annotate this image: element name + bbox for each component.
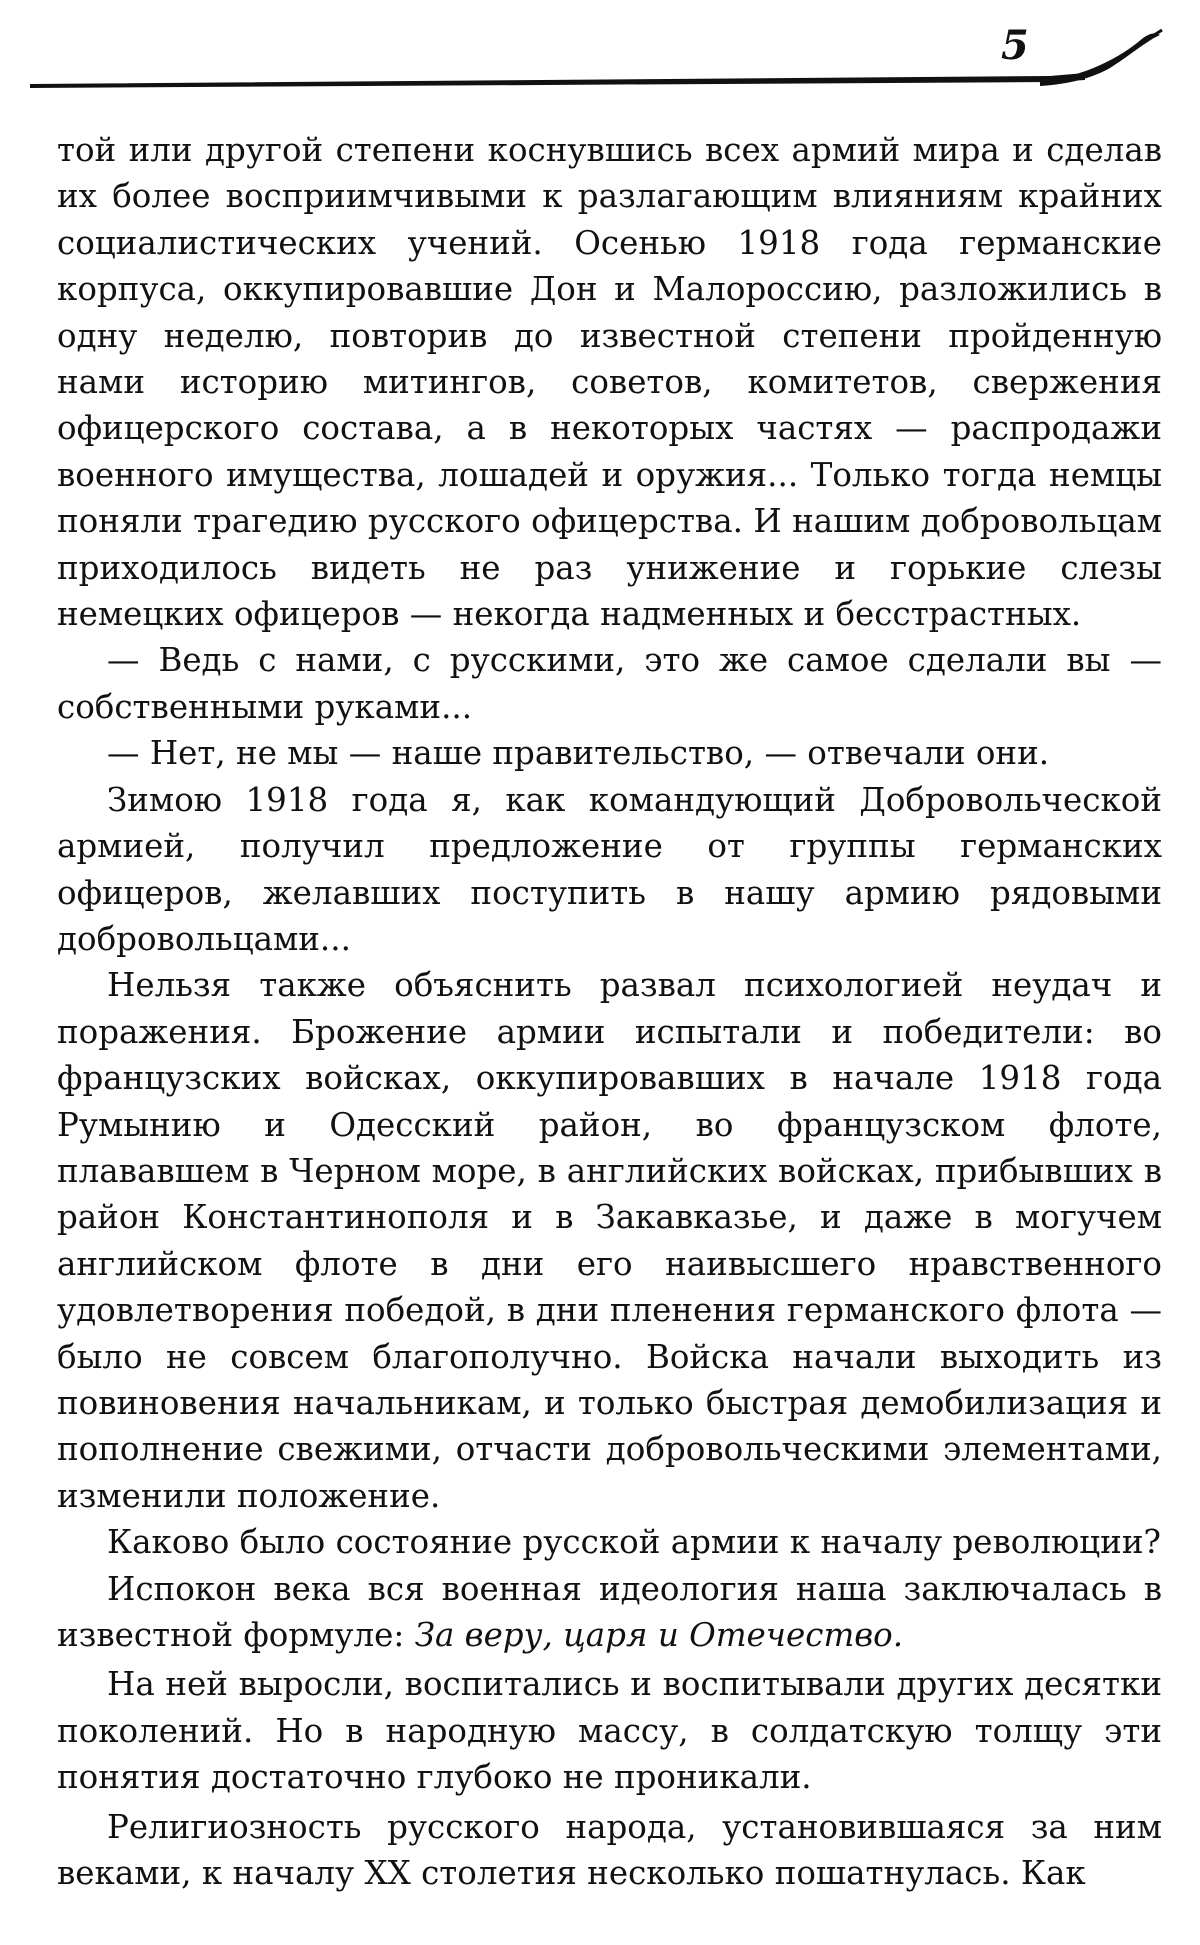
- paragraph: Нельзя также объяснить развал психологией неудач и поражения. Брожение армии испытали и победители: во французских войсках, оккупировавших в начале 1918 года Румынию и Одесский район, во французском флоте, плававшем в Черном море, в английских войсках, прибывших в район Константинополя и в Закавказье, и даже в могучем английском флоте в дни его наивысшего нравственного удовлетворения победой, в дни пленения германского флота — было не совсем благополучно. Войска начали выходить из повиновения начальникам, и только быстрая демобилизация и пополнение свежими, отчасти добровольческими элементами, изменили положение.: [57, 966, 1162, 1515]
- paragraph: Зимою 1918 года я, как командующий Добровольческой армией, получил предложение от группы германских офицеров, желавших поступить в нашу армию рядовыми добровольцами...: [57, 780, 1162, 958]
- paragraph-text: Испокон века вся военная идеология наша заключалась в известной формуле:: [57, 1569, 1162, 1654]
- paragraph: [57, 1566, 1162, 1659]
- page-header: [0, 0, 1200, 110]
- page-number: 5: [1001, 22, 1029, 69]
- paragraph: — Ведь с нами, с русскими, это же самое сделали вы — собственными руками...: [57, 641, 1162, 726]
- body-text: [57, 127, 1162, 1896]
- paragraph: На ней выросли, воспитались и воспитывали других десятки поколений. Но в народную массу, в солдатскую толщу эти понятия достаточно глубоко не проникали.: [57, 1665, 1162, 1797]
- emphasis-text: За веру, царя и Отечество.: [414, 1616, 904, 1654]
- paragraph: Каково было состояние русской армии к началу революции?: [107, 1523, 1161, 1562]
- paragraph: той или другой степени коснувшись всех армий мира и сделав их более восприимчивыми к разлагающим влияниям крайних социалистических учений. Осенью 1918 года германские корпуса, оккупировавшие Дон и Малороссию, разложились в одну неделю, повторив до известной степени пройденную нами историю митингов, советов, комитетов, свержения офицерского состава, а в некоторых частях — распродажи военного имущества, лошадей и оружия... Только тогда немцы поняли трагедию русского офицерства. И нашим добровольцам приходилось видеть не раз унижение и горькие слезы немецких офицеров — некогда надменных и бесстрастных.: [57, 131, 1162, 634]
- paragraph: — Нет, не мы — наше правительство, — отвечали они.: [107, 734, 1050, 773]
- paragraph: Религиозность русского народа, установившаяся за ним веками, к началу XX столетия несколько пошатнулась. Как: [57, 1807, 1162, 1893]
